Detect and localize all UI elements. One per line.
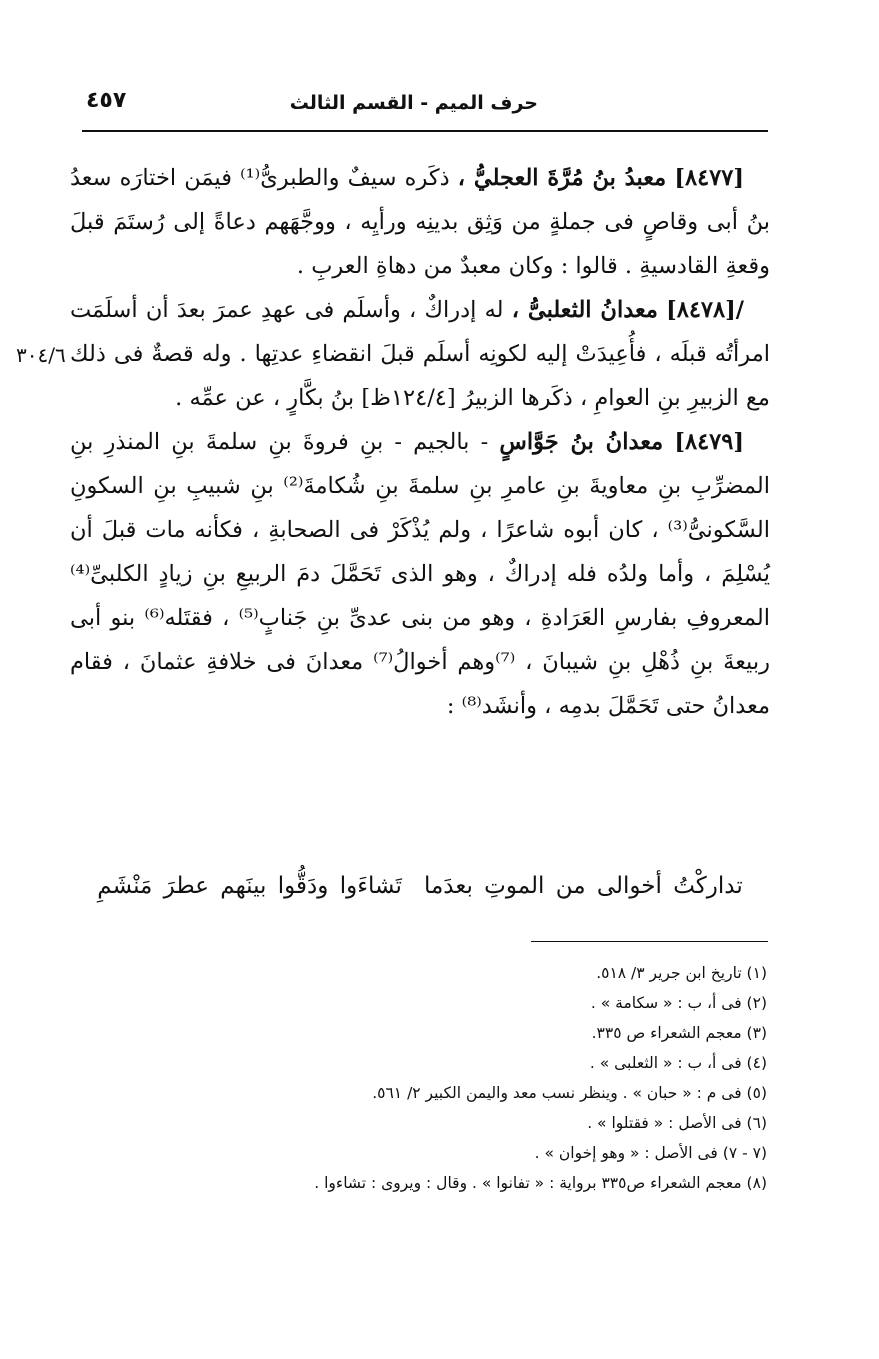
entry-number: /[٨٤٧٨] — [666, 297, 744, 323]
footnote: (٣) معجم الشعراء ص ٣٣٥. — [591, 1024, 767, 1042]
footnote: (٥) فى م : « حبان » . وينظر نسب معد واليمن الكبير ٢/ ٥٦١. — [372, 1084, 767, 1102]
entry-8478 — [70, 288, 770, 420]
footnote: (١) تاريخ ابن جرير ٣/ ٥١٨. — [596, 964, 767, 982]
footnote: (٧ - ٧) فى الأصل : « وهو إخوان » . — [534, 1144, 767, 1162]
main-text — [70, 156, 770, 728]
entry-8479 — [70, 420, 770, 728]
entry-name: معدانُ بنُ جَوَّاسٍ — [499, 429, 664, 455]
entry-8477 — [70, 156, 770, 288]
entry-name: معبدُ بنُ مُرَّةَ العجليُّ ، — [457, 165, 667, 191]
verse-second-half: تَشاءَوا ودَقُّوا بينَهم عطرَ مَنْشَمِ — [97, 873, 402, 899]
entry-number: [٨٤٧٧] — [674, 165, 745, 191]
footnote: (٦) فى الأصل : « فقتلوا » . — [587, 1114, 767, 1132]
verse-first-half: تداركْتُ أخوالى من الموتِ بعدَما — [423, 873, 743, 899]
footnotes — [127, 958, 767, 1198]
footnote: (٤) فى أ، ب : « الثعلبى » . — [589, 1054, 767, 1072]
page-header — [82, 86, 768, 126]
footnote-divider — [531, 941, 768, 942]
page-number: ٤٥٧ — [86, 88, 127, 113]
footnote: (٨) معجم الشعراء ص٣٣٥ برواية : « تفانوا » . وقال : ويروى : تشاءوا . — [314, 1174, 767, 1192]
poetry-verse — [70, 873, 770, 899]
header-divider — [82, 130, 768, 132]
entry-number: [٨٤٧٩] — [674, 429, 744, 455]
entry-text: له إدراكٌ ، وأسلَم فى عهدِ عمرَ بعدَ أن أسلَمَت امرأتُه قبلَه ، فأُعِيدَتْ إليه لكونِه أسلَم قبلَ انقضاءِ عدتِها . وله قصةٌ فى ذلك مع الزبيرِ بنِ العوامِ ، ذكَرها الزبيرُ [١٢٤/٤ظ] بنُ بكَّارٍ ، عن عمِّه . — [70, 297, 770, 411]
footnote: (٢) فى أ، ب : « سكامة » . — [590, 994, 767, 1012]
margin-reference: ٣٠٤/٦ — [16, 343, 66, 367]
entry-text: - بالجيم - بنِ فروةَ بنِ سلمةَ بنِ المنذرِ بنِ المضرِّبِ بنِ معاويةَ بنِ عامرِ بنِ سلمةَ بنِ شُكامةَ⁽²⁾ بنِ شبيبِ بنِ السكونِ السَّكونىُّ⁽³⁾ ، كان أبوه شاعرًا ، ولم يُذْكَرْ فى الصحابةِ ، فكأنه مات قبلَ أن يُسْلِمَ ، وأما ولدُه فله إدراكٌ ، وهو الذى تَحَمَّلَ دمَ الربيعِ بنِ زيادٍ الكلبىِّ⁽⁴⁾ المعروفِ بفارسِ العَرَادةِ ، وهو من بنى عدىِّ بنِ جَنابٍ⁽⁵⁾ ، فقتَله⁽⁶⁾ بنو أبى ربيعةَ بنِ ذُهْلِ بنِ شيبانَ ، ⁽⁷⁾وهم أخوالُ⁽⁷⁾ معدانَ فى خلافةِ عثمانَ ، فقام معدانُ حتى تَحَمَّلَ بدمِه ، وأنشَد⁽⁸⁾ : — [70, 429, 771, 719]
entry-name: معدانُ الثعلبىُّ ، — [511, 297, 658, 323]
entry-text: ذكَره سيفٌ والطبرىُّ⁽¹⁾ فيمَن اختارَه سعدُ بنُ أبى وقاصٍ فى جملةٍ من وَثِق بدينِه ورأيِه ، ووجَّهَهم دعاةً إلى رُستَمَ قبلَ وقعةِ القادسيةِ . قالوا : وكان معبدٌ من دهاةِ العربِ . — [70, 165, 770, 279]
running-title: حرف الميم - القسم الثالث — [289, 92, 538, 114]
